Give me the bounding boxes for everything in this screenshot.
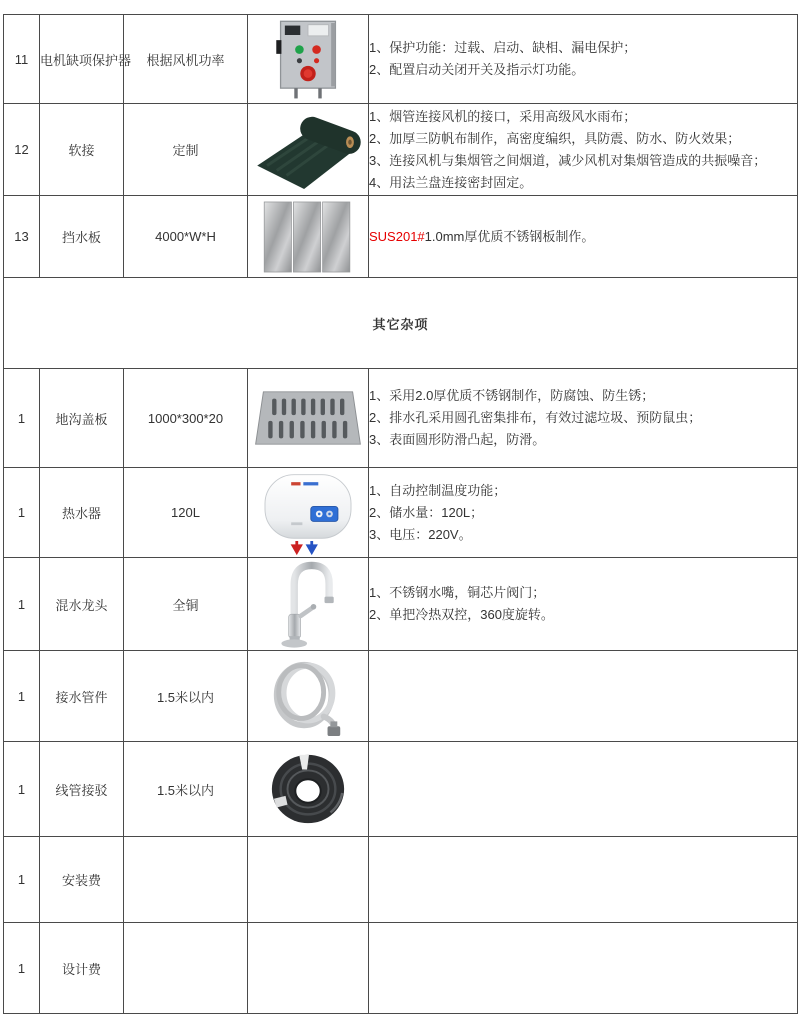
spec-cell: 根据风机功率 <box>124 15 248 104</box>
table-row <box>4 15 798 104</box>
water-heater-photo <box>257 470 359 556</box>
spec-cell: 4000*W*H <box>124 196 248 278</box>
desc-line: 2、排水孔采用圆孔密集排布，有效过滤垃圾、预防鼠虫； <box>369 410 702 425</box>
water-baffle-photo <box>263 201 353 273</box>
desc-line: 2、配置启动关闭开关及指示灯功能。 <box>369 62 585 77</box>
desc-line: 2、加厚三防帆布制作，高密度编织，具防震、防水、防火效果； <box>369 130 741 146</box>
name-cell: 软接 <box>40 104 124 196</box>
photo-cell <box>248 837 369 923</box>
table-row <box>4 369 798 468</box>
table-row <box>4 468 798 558</box>
qty-cell: 1 <box>4 369 40 468</box>
motor-protector-photo <box>266 17 350 101</box>
desc-line: 3、连接风机与集烟管之间烟道，减少风机对集烟管造成的共振噪音； <box>369 152 767 168</box>
desc-cell <box>369 468 798 558</box>
photo-cell <box>248 104 369 196</box>
name-cell: 地沟盖板 <box>40 369 124 468</box>
desc-line: 1、采用2.0厚优质不锈钢制作，防腐蚀、防生锈； <box>369 388 655 403</box>
desc-cell <box>369 369 798 468</box>
qty-cell: 13 <box>4 196 40 278</box>
spec-cell <box>124 923 248 1014</box>
name-cell: 挡水板 <box>40 196 124 278</box>
desc-line: 4、用法兰盘连接密封固定。 <box>369 174 533 190</box>
spec-cell: 全铜 <box>124 558 248 651</box>
photo-cell <box>248 558 369 651</box>
name-cell: 设计费 <box>40 923 124 1014</box>
desc-cell <box>369 651 798 742</box>
qty-cell: 1 <box>4 558 40 651</box>
faucet-photo <box>277 559 339 649</box>
flexible-connector-photo <box>253 109 363 191</box>
desc-cell <box>369 558 798 651</box>
hose-photo <box>265 654 351 738</box>
qty-cell: 11 <box>4 15 40 104</box>
trench-cover-photo <box>253 386 363 450</box>
desc-line <box>369 226 797 248</box>
desc-line: 1、烟管连接风机的接口，采用高级风水雨布； <box>369 108 637 124</box>
desc-cell <box>369 742 798 837</box>
desc-red-text: SUS201# <box>369 228 425 244</box>
qty-cell: 1 <box>4 837 40 923</box>
photo-cell <box>248 742 369 837</box>
name-cell: 热水器 <box>40 468 124 558</box>
photo-cell <box>248 923 369 1014</box>
name-cell: 线管接驳 <box>40 742 124 837</box>
photo-cell <box>248 468 369 558</box>
qty-cell: 1 <box>4 742 40 837</box>
name-cell: 安装费 <box>40 837 124 923</box>
table-row <box>4 558 798 651</box>
qty-cell: 1 <box>4 468 40 558</box>
photo-cell <box>248 196 369 278</box>
spec-cell: 1000*300*20 <box>124 369 248 468</box>
table-row <box>4 837 798 923</box>
desc-cell <box>369 196 798 278</box>
photo-cell <box>248 651 369 742</box>
table-row <box>4 196 798 278</box>
desc-line: 1、自动控制温度功能； <box>369 482 507 498</box>
desc-line: 1、保护功能：过载、启动、缺相、漏电保护； <box>369 40 637 55</box>
photo-cell <box>248 369 369 468</box>
spec-cell: 120L <box>124 468 248 558</box>
desc-line: 2、单把冷热双控，360度旋转。 <box>369 607 554 622</box>
qty-cell: 12 <box>4 104 40 196</box>
desc-line: 2、储水量：120L； <box>369 504 484 520</box>
table-row <box>4 742 798 837</box>
desc-text: 1.0mm厚优质不锈钢板制作。 <box>424 228 595 244</box>
desc-cell <box>369 104 798 196</box>
spec-cell <box>124 837 248 923</box>
desc-line: 1、不锈钢水嘴，铜芯片阀门； <box>369 585 546 600</box>
table-row <box>4 104 798 196</box>
table-row <box>4 651 798 742</box>
desc-line: 3、电压：220V。 <box>369 526 472 542</box>
name-cell: 电机缺项保护器 <box>40 15 124 104</box>
photo-cell <box>248 15 369 104</box>
cable-coil-photo <box>262 748 354 830</box>
desc-line: 3、表面圆形防滑凸起，防滑。 <box>369 432 546 447</box>
desc-cell <box>369 923 798 1014</box>
spec-cell: 1.5米以内 <box>124 742 248 837</box>
spec-cell: 1.5米以内 <box>124 651 248 742</box>
spec-table <box>3 14 798 1014</box>
table-row <box>4 923 798 1014</box>
section-header-row <box>4 278 798 369</box>
qty-cell: 1 <box>4 923 40 1014</box>
desc-cell <box>369 15 798 104</box>
desc-cell <box>369 837 798 923</box>
qty-cell: 1 <box>4 651 40 742</box>
name-cell: 接水管件 <box>40 651 124 742</box>
spec-cell: 定制 <box>124 104 248 196</box>
section-title: 其它杂项 <box>4 278 798 369</box>
name-cell: 混水龙头 <box>40 558 124 651</box>
